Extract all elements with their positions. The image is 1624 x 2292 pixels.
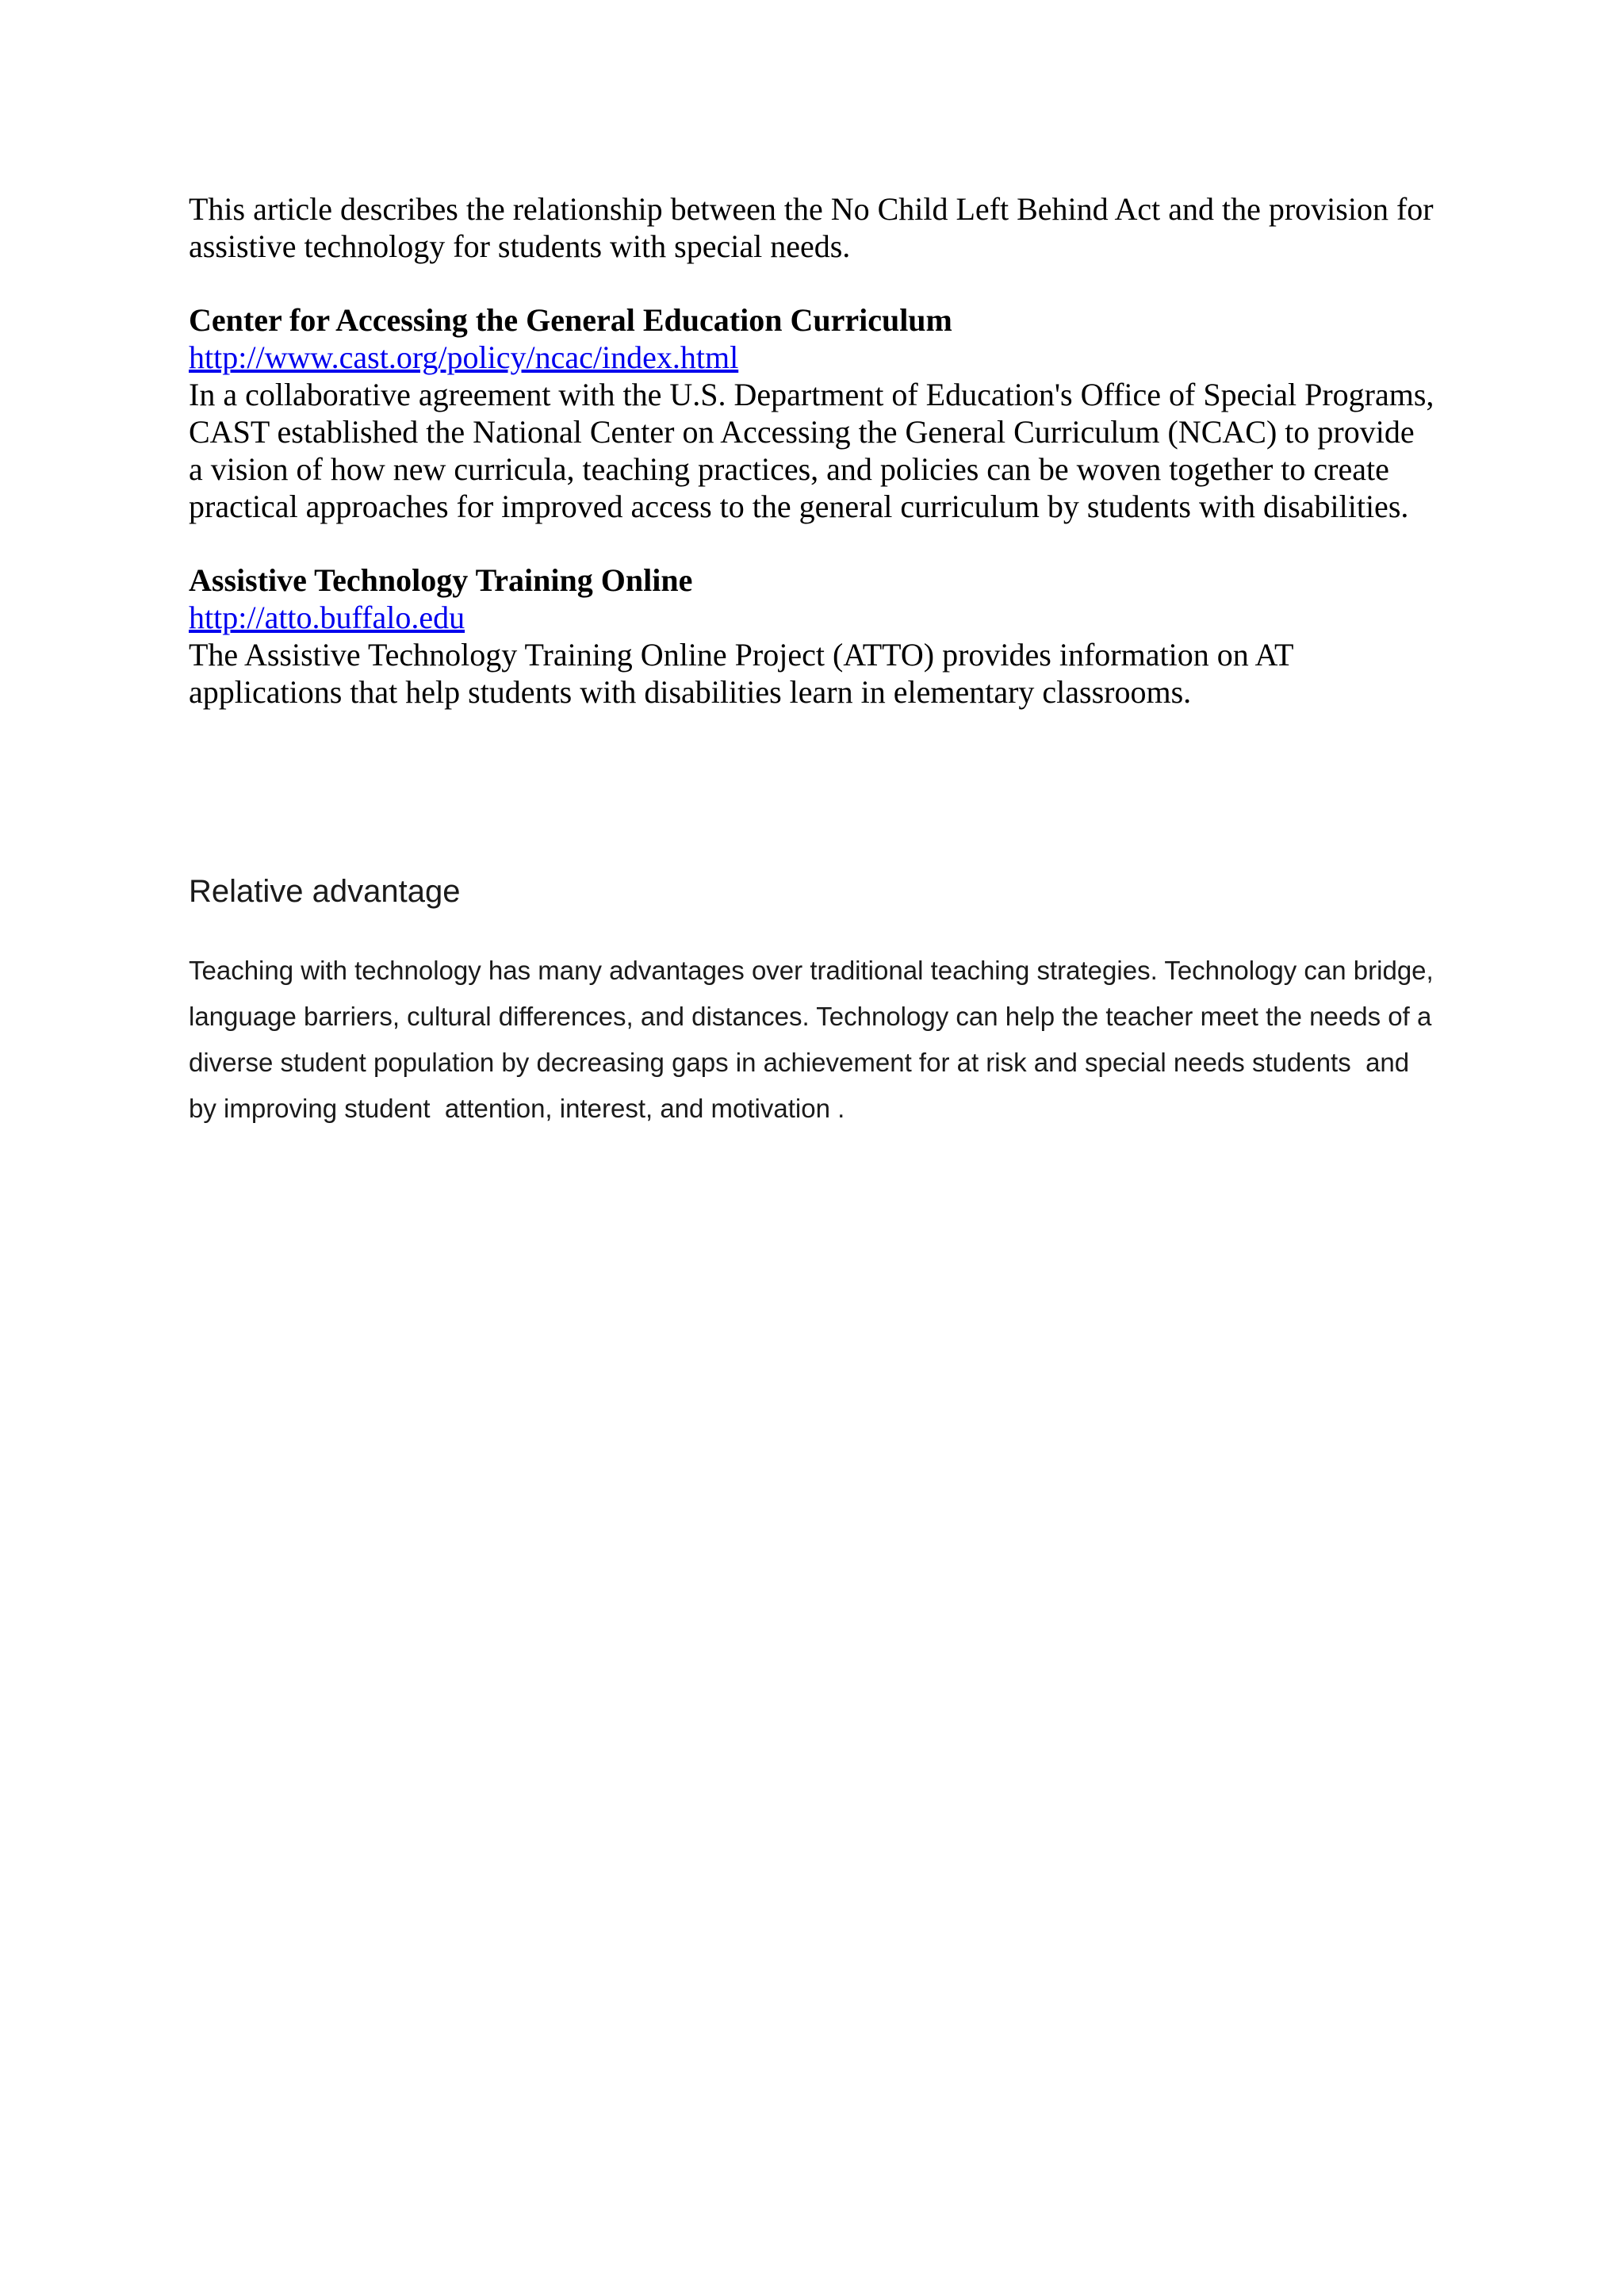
resource-link-line-cast: [189, 339, 1435, 376]
document-page: [0, 190, 1624, 2292]
resource-title-atto: Assistive Technology Training Online: [189, 562, 693, 598]
resource-description-cast-ncac: In a collaborative agreement with the U.S. Department of Education's Office of Special Programs, CAST established the National Center on Accessing the General Curriculum (NCAC) to provide a vision of how new curricula, teaching practices, and policies can be woven together to create practical approaches for improved access to the general curriculum by students with disabilities.: [189, 377, 1434, 524]
resource-link-line-atto: [189, 599, 1435, 636]
resource-link-cast-ncac[interactable]: http://www.cast.org/policy/ncac/index.html: [189, 339, 739, 375]
resource-link-atto[interactable]: http://atto.buffalo.edu: [189, 600, 465, 635]
intro-paragraph: This article describes the relationship between the No Child Left Behind Act and the provision for assistive technology for students with special needs.: [189, 191, 1434, 264]
relative-advantage-paragraph: Teaching with technology has many advantages over traditional teaching strategies. Technology can bridge, language barriers, cultural differences, and distances. Technology can help the teacher meet the needs of a diverse student population by decreasing gaps in achievement for at risk and special needs students and by improving student attention, interest, and motivation .: [189, 956, 1441, 1123]
resource-description-atto: The Assistive Technology Training Online Project (ATTO) provides information on AT applications that help students with disabilities learn in elementary classrooms.: [189, 637, 1293, 710]
resource-title-cast-ncac: Center for Accessing the General Education Curriculum: [189, 302, 952, 338]
relative-advantage-heading: Relative advantage: [189, 874, 461, 909]
